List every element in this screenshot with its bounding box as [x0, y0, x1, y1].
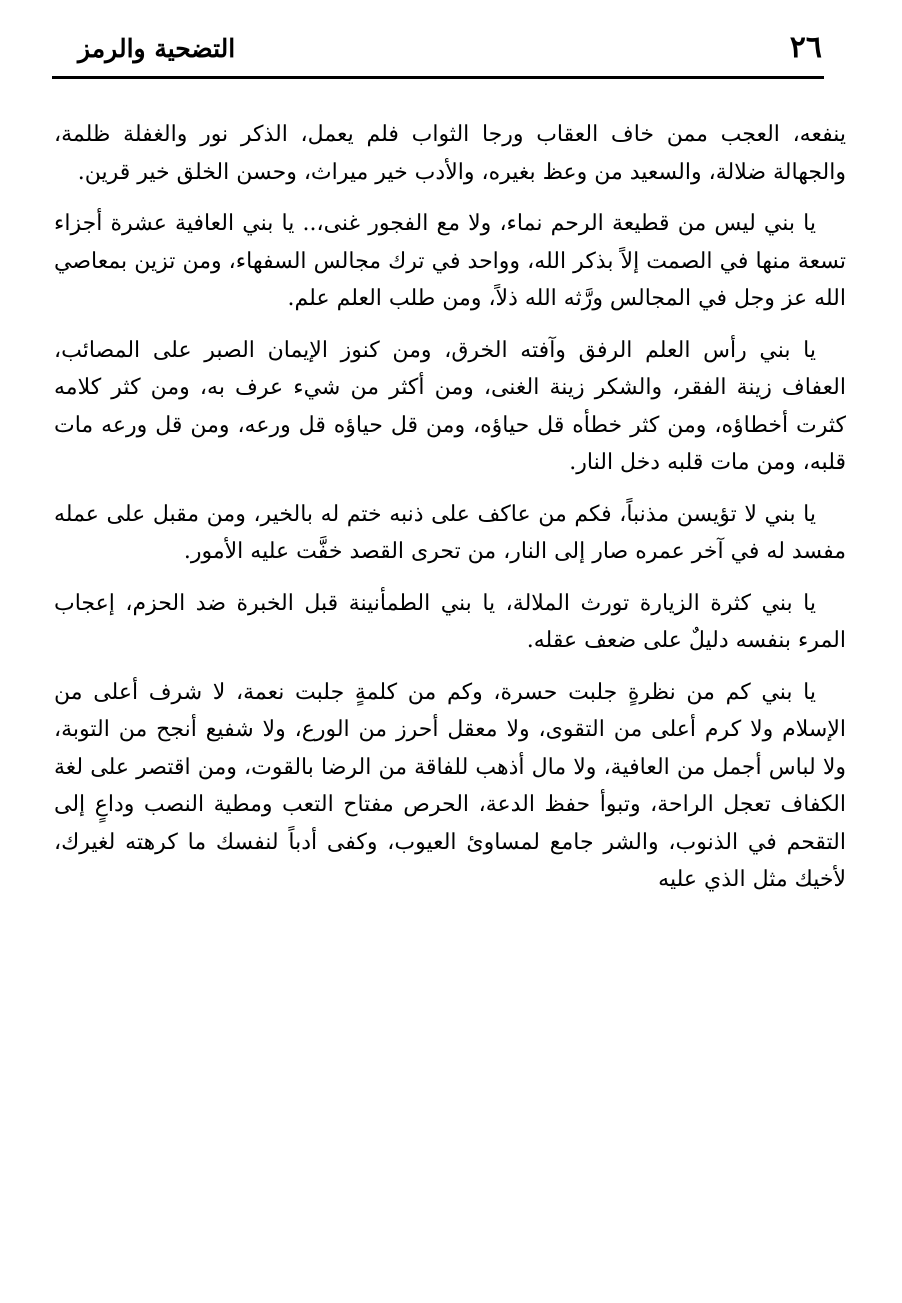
paragraph: يا بني كثرة الزيارة تورث الملالة، يا بني الطمأنينة قبل الخبرة ضد الحزم، إعجاب المرء بنفسه دليلٌ على ضعف عقله. — [54, 590, 846, 653]
paragraph: يا بني ليس من قطيعة الرحم نماء، ولا مع الفجور غنى،.. يا بني العافية عشرة أجزاء تسعة منها في الصمت إلاً بذكر الله، وواحد في ترك مجالس السفهاء، ومن تزين بمعاصي الله عز وجل في المجالس ورَّثه الله ذلاً، ومن طلب العلم علم. — [54, 211, 846, 311]
paragraph: ينفعه، العجب ممن خاف العقاب ورجا الثواب فلم يعمل، الذكر نور والغفلة ظلمة، والجهالة ضلالة، والسعيد من وعظ بغيره، والأدب خير ميراث، وحسن الخلق خير قرين. — [54, 122, 846, 185]
paragraph: يا بني كم من نظرةٍ جلبت حسرة، وكم من كلمةٍ جلبت نعمة، لا شرف أعلى من الإسلام ولا كرم أعلى من التقوى، ولا معقل أحرز من الورع، ولا شفيع أنجح من التوبة، ولا لباس أجمل من العافية، ولا مال أذهب للفاقة من الرضا بالقوت، ومن اقتصر على لغة الكفاف تعجل الراحة، وتبوأ حفظ الدعة، الحرص مفتاح التعب ومطية النصب وداعٍ إلى التقحم في الذنوب، والشر جامع لمساوئ العيوب، وكفى أدباً لنفسك ما كرهته لغيرك، لأخيك مثل الذي عليه — [54, 679, 846, 892]
body-text — [54, 116, 846, 913]
running-title: التضحية والرمز — [78, 34, 236, 63]
header-rule — [52, 76, 824, 79]
paragraph: يا بني رأس العلم الرفق وآفته الخرق، ومن كنوز الإيمان الصبر على المصائب، العفاف زينة الفقر، والشكر زينة الغنى، ومن أكثر من شيء عرف به، ومن كثر كلامه كثرت أخطاؤه، ومن كثر خطأه قل حياؤه، ومن قل حياؤه قل ورعه، ومن قل ورعه مات قلبه، ومن مات قلبه دخل النار. — [54, 337, 846, 475]
page-number: ٢٦ — [789, 30, 822, 65]
paragraph: يا بني لا تؤيسن مذنباً، فكم من عاكف على ذنبه ختم له بالخير، ومن مقبل على عمله مفسد له في آخر عمره صار إلى النار، من تحرى القصد خفَّت عليه الأمور. — [54, 501, 846, 564]
page-header — [52, 28, 822, 74]
